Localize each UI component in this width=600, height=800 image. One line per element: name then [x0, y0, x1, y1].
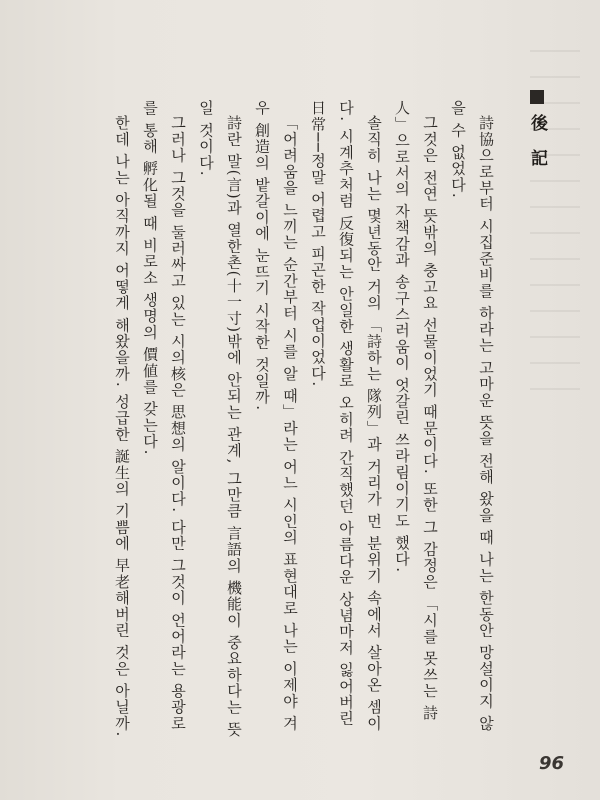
paragraph: 「어려움을 느끼는 순간부터 시를 알 때」라는 어느 시인의 표현대로 나는 이제야 겨우 創造의 밭갈이에 눈뜨기 시작한 것일까. [253, 100, 299, 732]
square-bullet-icon [530, 90, 544, 104]
paragraph: 그것은 전연 뜻밖의 충고요 선물이었기 때문이다. 또한 그 감정은 「시를 못쓰는 詩人」으로서의 자책감과 송구스러움이 엇갈린 쓰라림이기도 했다. [393, 100, 439, 722]
show-through-text [530, 30, 580, 390]
paragraph: 솔직히 나는 몇년동안 거의 「詩하는 隊列」과 거리가 먼 분위기 속에서 살아온 셈이다. 시계추처럼 反復되는 안일한 생활로 오히려 간직했던 아름다운 상념마저 잃어버린 日常──정말 어렵고 피곤한 작업이었다. [309, 100, 383, 732]
page-number: 96 [538, 753, 564, 774]
body-text [108, 100, 500, 740]
paragraph: 詩協으로부터 시집준비를 하라는 고마운 뜻을 전해 왔을 때 나는 한동안 망설이지 않을 수 없었다. [449, 100, 495, 732]
paragraph: 詩란 말(言)과 열한촌(十一寸)밖에 안되는 관계, 그만큼 言語의 機能이 중요하다는 뜻일 것이다. [197, 100, 243, 738]
paragraph: 한데 나는 아직까지 어떻게 해왔을까. 성급한 誕生의 기쁨에 早老해버린 것은 아닐까. [113, 115, 131, 738]
section-heading [518, 90, 550, 172]
paragraph: 그러나 그것을 둘러싸고 있는 시의核은 思想의 알이다. 다만 그것이 언어라는 용광로를 통해 孵化될 때 비로소 생명의 價値를 갖는다. [141, 100, 187, 732]
heading-text: 後 記 [527, 114, 547, 172]
